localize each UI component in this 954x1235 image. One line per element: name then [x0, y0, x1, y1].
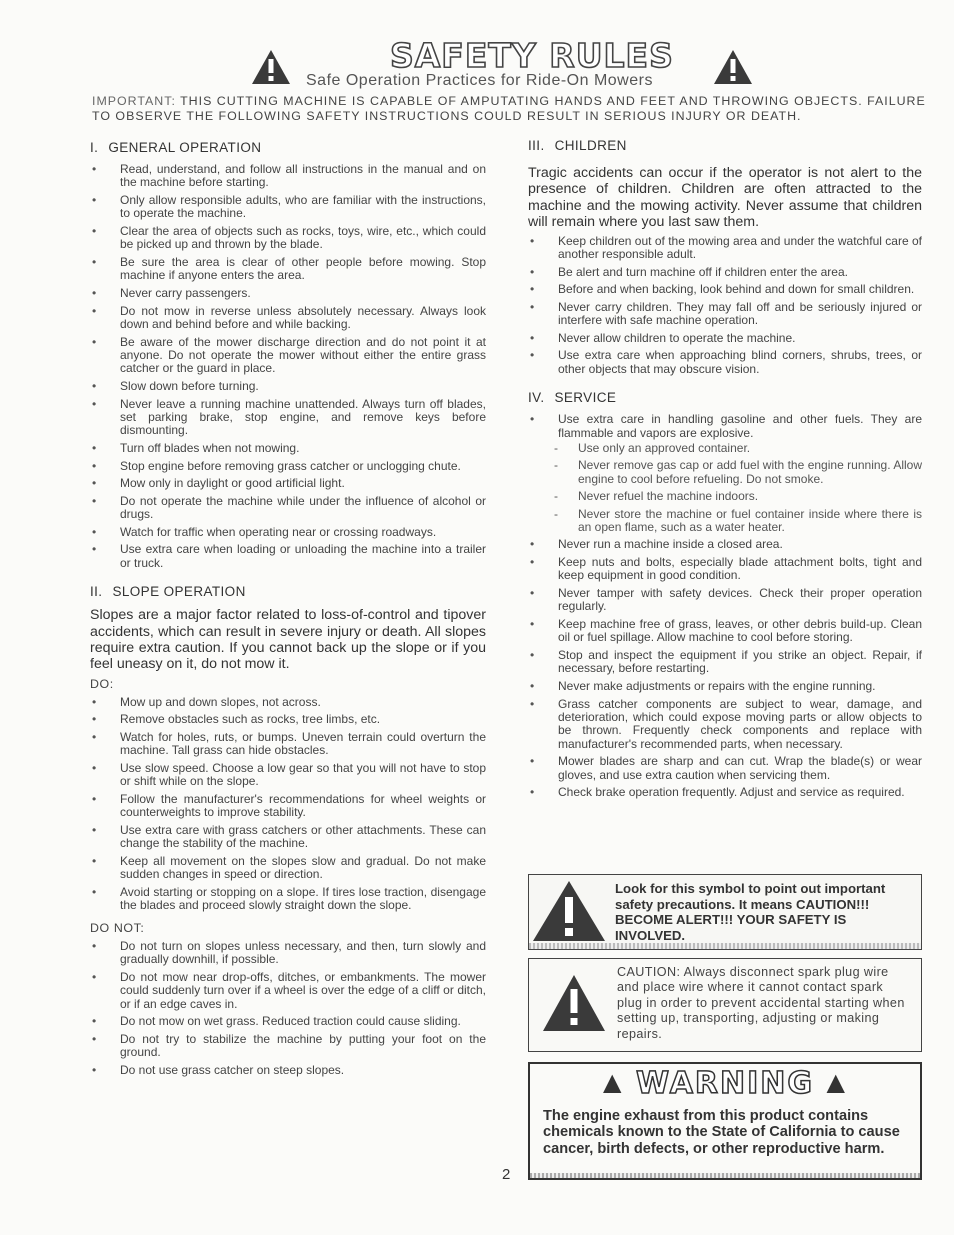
fuel-sublist	[528, 442, 922, 534]
border-stripe	[529, 943, 921, 949]
list-item: • Keep all movement on the slopes slow and gradual. Do not make sudden changes in speed or direction.	[90, 855, 486, 882]
list-item: • Avoid starting or stopping on a slope. If tires lose traction, disengage the blades and proceed slowly straight down the slope.	[90, 886, 486, 913]
list-item: - Use only an approved container.	[552, 442, 922, 455]
list-item: • Slow down before turning.	[90, 380, 486, 393]
list-item: • Do not mow on wet grass. Reduced traction could cause sliding.	[90, 1015, 486, 1028]
warning-box	[528, 1062, 922, 1180]
list-item: • Only allow responsible adults, who are familiar with the instructions, to operate the machine.	[90, 194, 486, 221]
list-item: • Keep nuts and bolts, especially blade attachment bolts, tight and keep equipment in good condition.	[528, 556, 922, 583]
service-list	[528, 538, 922, 799]
list-item: • Stop and inspect the equipment if you strike an object. Repair, if necessary, before restarting.	[528, 649, 922, 676]
list-item: • Use extra care when approaching blind corners, shrubs, trees, or other objects that may obscure vision.	[528, 349, 922, 376]
list-item: • Watch for traffic when operating near or crossing roadways.	[90, 526, 486, 539]
list-item: - Never remove gas cap or add fuel with the engine running. Allow engine to cool before refueling. Do not smoke.	[552, 459, 922, 486]
list-item: • Never allow children to operate the machine.	[528, 332, 922, 345]
list-item: • Watch for holes, ruts, or bumps. Uneven terrain could overturn the machine. Tall grass can hide obstacles.	[90, 731, 486, 758]
section-heading-slope: II. SLOPE OPERATION	[90, 584, 246, 600]
header	[0, 38, 954, 98]
list-item: • Clear the area of objects such as rocks, toys, wire, etc., which could be picked up and thrown by the blade.	[90, 225, 486, 252]
list-item: • Use extra care with grass catchers or other attachments. These can change the stability of the machine.	[90, 824, 486, 851]
safety-symbol-text: Look for this symbol to point out important safety precautions. It means CAUTION!!! BECOME ALERT!!! YOUR SAFETY IS INVOLVED.	[615, 881, 886, 943]
warning-triangle-icon: ▲	[603, 1068, 624, 1096]
do-not-label: DO NOT:	[90, 920, 145, 935]
list-item: • Use extra care when loading or unloading the machine into a trailer or truck.	[90, 543, 486, 570]
list-item: • Do not turn on slopes unless necessary, and then, turn slowly and gradually downhill, if possible.	[90, 940, 486, 967]
list-item: • Never carry children. They may fall off and be seriously injured or interfere with safe machine operation.	[528, 301, 922, 328]
right-column	[528, 138, 922, 804]
list-item: • Grass catcher components are subject to wear, damage, and deterioration, which could expose moving parts or allow objects to be thrown. Frequently check components and replace with manufacturer's recommended parts, when necessary.	[528, 698, 922, 752]
list-item: • Use extra care in handling gasoline and other fuels. They are flammable and vapors are explosive.	[528, 413, 922, 440]
section-heading-general: I. GENERAL OPERATION	[90, 140, 262, 155]
important-notice	[92, 94, 928, 124]
do-list	[90, 696, 486, 913]
list-item: • Never run a machine inside a closed area.	[528, 538, 922, 551]
list-item: - Never store the machine or fuel container inside where there is an open flame, such as a water heater.	[552, 508, 922, 535]
page-number: 2	[502, 1166, 511, 1183]
list-item: • Mow only in daylight or good artificial light.	[90, 477, 486, 490]
list-item: • Mow up and down slopes, not across.	[90, 696, 486, 709]
list-item: • Before and when backing, look behind and down for small children.	[528, 283, 922, 296]
warning-triangle-icon	[712, 48, 754, 86]
list-item: • Remove obstacles such as rocks, tree limbs, etc.	[90, 713, 486, 726]
list-item: • Stop engine before removing grass catcher or unclogging chute.	[90, 460, 486, 473]
safety-symbol-box	[528, 874, 922, 950]
important-text: THIS CUTTING MACHINE IS CAPABLE OF AMPUTATING HANDS AND FEET AND THROWING OBJECTS. FAILURE TO OBSERVE THE FOLLOWING SAFETY INSTRUCTIONS COULD RESULT IN SERIOUS INJURY OR DEATH.	[92, 94, 926, 123]
list-item: • Never tamper with safety devices. Check their proper operation regularly.	[528, 587, 922, 614]
warning-triangle-icon	[531, 879, 607, 943]
caution-box	[528, 958, 922, 1052]
list-item: • Do not operate the machine while under the influence of alcohol or drugs.	[90, 495, 486, 522]
list-item: • Do not mow near drop-offs, ditches, or embankments. The mower could suddenly turn over if a wheel is over the edge of a cliff or ditch, or if an edge caves in.	[90, 971, 486, 1011]
list-item: • Keep children out of the mowing area and under the watchful care of another responsible adult.	[528, 235, 922, 262]
warning-triangle-icon	[250, 48, 292, 86]
list-item: • Check brake operation frequently. Adjust and service as required.	[528, 786, 922, 799]
page-title: SAFETY RULES	[390, 36, 674, 75]
do-label: DO:	[90, 676, 114, 691]
list-item: • Do not mow in reverse unless absolutely necessary. Always look down and behind before and while backing.	[90, 305, 486, 332]
slope-intro: Slopes are a major factor related to loss-of-control and tipover accidents, which can result in severe injury or death. All slopes require extra caution. If you cannot back up the slope or if you feel uneasy on it, do not mow it.	[90, 607, 486, 673]
section-heading-children: III. CHILDREN	[528, 138, 627, 153]
list-item: • Be aware of the mower discharge direction and do not point it at anyone. Do not operate the mower without either the entire grass catcher or the guard in place.	[90, 336, 486, 376]
border-stripe	[530, 1173, 920, 1178]
general-list	[90, 163, 486, 570]
list-item: • Turn off blades when not mowing.	[90, 442, 486, 455]
warning-text: The engine exhaust from this product contains chemicals known to the State of California to cause cancer, birth defects, or other reproductive harm.	[543, 1108, 900, 1157]
warning-title: ▲ WARNING ▲	[603, 1066, 847, 1101]
left-column	[90, 140, 486, 1081]
list-item: • Follow the manufacturer's recommendations for wheel weights or counterweights to improve stability.	[90, 793, 486, 820]
list-item: • Never make adjustments or repairs with the engine running.	[528, 680, 922, 693]
list-item: • Keep machine free of grass, leaves, or other debris build-up. Clean oil or fuel spillage. Allow machine to cool before storing.	[528, 618, 922, 645]
list-item: • Be sure the area is clear of other people before mowing. Stop machine if anyone enters the area.	[90, 256, 486, 283]
caution-text: CAUTION: Always disconnect spark plug wire and place wire where it cannot contact spark plug in order to prevent accidental starting when setting up, transporting, adjusting or making repairs.	[617, 965, 905, 1041]
children-intro: Tragic accidents can occur if the operator is not alert to the presence of children. Children are often attracted to the machine and the mowing activity. Never assume that children will remain where you last saw them.	[528, 165, 922, 231]
list-item: • Use slow speed. Choose a low gear so that you will not have to stop or shift while on the slope.	[90, 762, 486, 789]
list-item: • Do not try to stabilize the machine by putting your foot on the ground.	[90, 1033, 486, 1060]
list-item: • Be alert and turn machine off if children enter the area.	[528, 266, 922, 279]
important-label: IMPORTANT:	[92, 94, 176, 108]
list-item: • Mower blades are sharp and can cut. Wrap the blade(s) or wear gloves, and use extra caution when servicing them.	[528, 755, 922, 782]
service-fuel-list	[528, 413, 922, 440]
children-list	[528, 235, 922, 377]
list-item: • Never leave a running machine unattended. Always turn off blades, set parking brake, stop engine, and remove keys before dismounting.	[90, 398, 486, 438]
warning-triangle-icon: ▲	[826, 1068, 847, 1096]
list-item: - Never refuel the machine indoors.	[552, 490, 922, 503]
warning-triangle-icon	[541, 973, 607, 1033]
list-item: • Read, understand, and follow all instructions in the manual and on the machine before starting.	[90, 163, 486, 190]
section-heading-service: IV. SERVICE	[528, 390, 617, 406]
list-item: • Never carry passengers.	[90, 287, 486, 300]
list-item: • Do not use grass catcher on steep slopes.	[90, 1064, 486, 1077]
page-subtitle: Safe Operation Practices for Ride-On Mowers	[306, 72, 653, 89]
do-not-list	[90, 940, 486, 1077]
